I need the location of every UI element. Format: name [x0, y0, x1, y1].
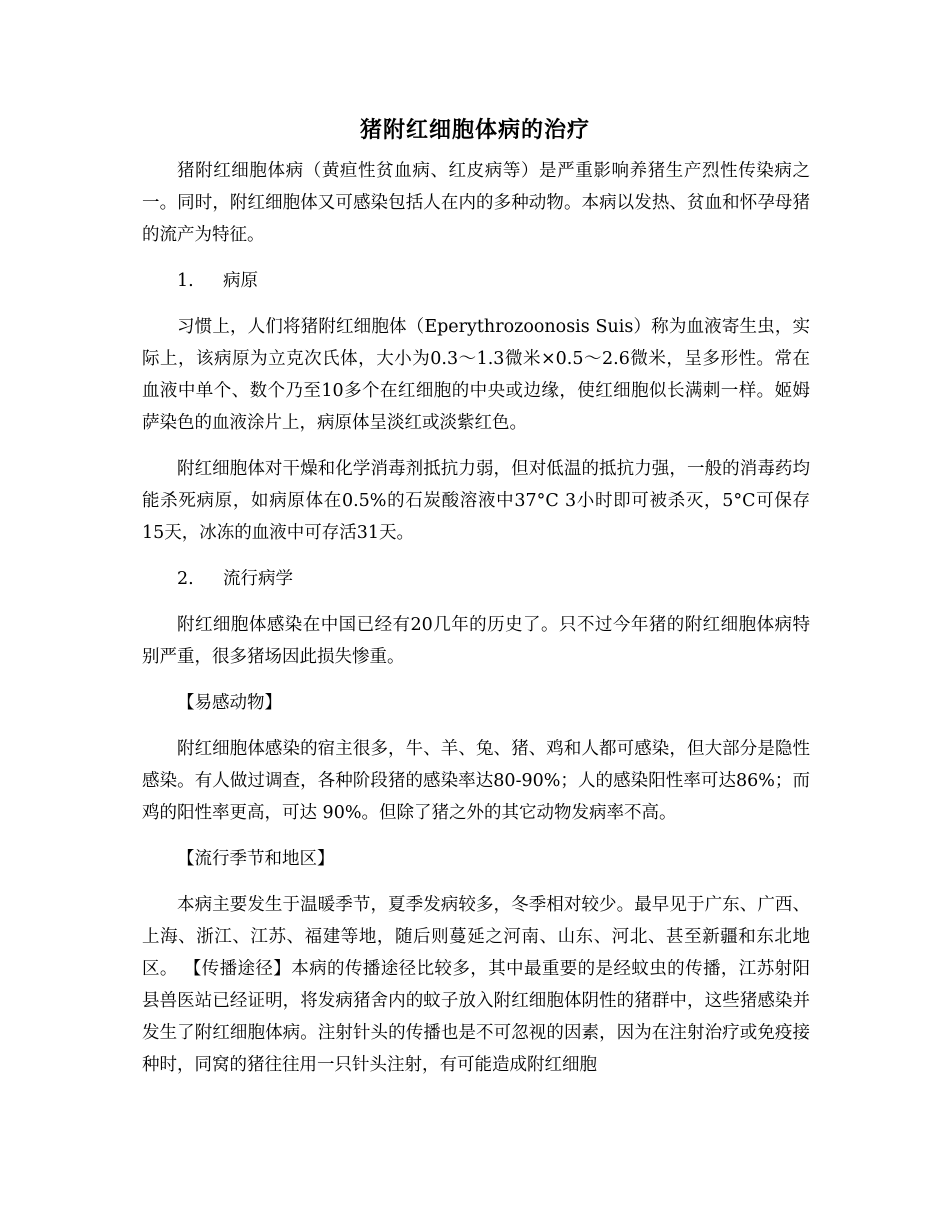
section-1-paragraph-2: 附红细胞体对干燥和化学消毒剂抵抗力弱，但对低温的抵抗力强，一般的消毒药均能杀死病原，如病原体在0.5%的石炭酸溶液中37°C 3小时即可被杀灭，5°C可保存15天，冰冻的血液中可存活31天。 — [142, 459, 810, 543]
susceptible-animals-heading: 【易感动物】 — [177, 693, 282, 713]
season-region-heading: 【流行季节和地区】 — [177, 849, 335, 869]
section-1-number: 1. — [177, 271, 194, 291]
section-2-number: 2. — [177, 569, 194, 589]
susceptible-animals-paragraph: 附红细胞体感染的宿主很多，牛、羊、兔、猪、鸡和人都可感染，但大部分是隐性感染。有人做过调查，各种阶段猪的感染率达80-90%；人的感染阳性率可达86%；而鸡的阳性率更高，可达 90%。但除了猪之外的其它动物发病率不高。 — [142, 739, 810, 823]
document-body — [142, 155, 810, 1095]
season-region-paragraph: 本病主要发生于温暖季节，夏季发病较多，冬季相对较少。最早见于广东、广西、上海、浙江、江苏、福建等地，随后则蔓延之河南、山东、河北、甚至新疆和东北地区。 【传播途径】本病的传播途径比较多，其中最重要的是经蚊虫的传播，江苏射阳县兽医站已经证明，将发病猪舍内的蚊子放入附红细胞体阴性的猪群中，这些猪感染并发生了附红细胞体病。注射针头的传播也是不可忽视的因素，因为在注射治疗或免疫接种时，同窝的猪往往用一只针头注射，有可能造成附红细胞 — [142, 895, 810, 1075]
section-1-heading — [142, 265, 810, 297]
section-2-title: 流行病学 — [223, 569, 293, 589]
section-2-heading — [142, 563, 810, 595]
section-1-paragraph-1: 习惯上，人们将猪附红细胞体（Eperythrozoonosis Suis）称为血液寄生虫，实际上，该病原为立克次氏体，大小为0.3～1.3微米×0.5～2.6微米，呈多形性。常在血液中单个、数个乃至10多个在红细胞的中央或边缘，使红细胞似长满刺一样。姬姆萨染色的血液涂片上，病原体呈淡红或淡紫红色。 — [142, 317, 810, 433]
section-2-paragraph-1: 附红细胞体感染在中国已经有20几年的历史了。只不过今年猪的附红细胞体病特别严重，很多猪场因此损失惨重。 — [142, 615, 810, 667]
section-1-title: 病原 — [223, 271, 258, 291]
document-title: 猪附红细胞体病的治疗 — [359, 118, 590, 143]
intro-paragraph: 猪附红细胞体病（黄疸性贫血病、红皮病等）是严重影响养猪生产烈性传染病之一。同时，附红细胞体又可感染包括人在内的多种动物。本病以发热、贫血和怀孕母猪的流产为特征。 — [142, 161, 810, 245]
